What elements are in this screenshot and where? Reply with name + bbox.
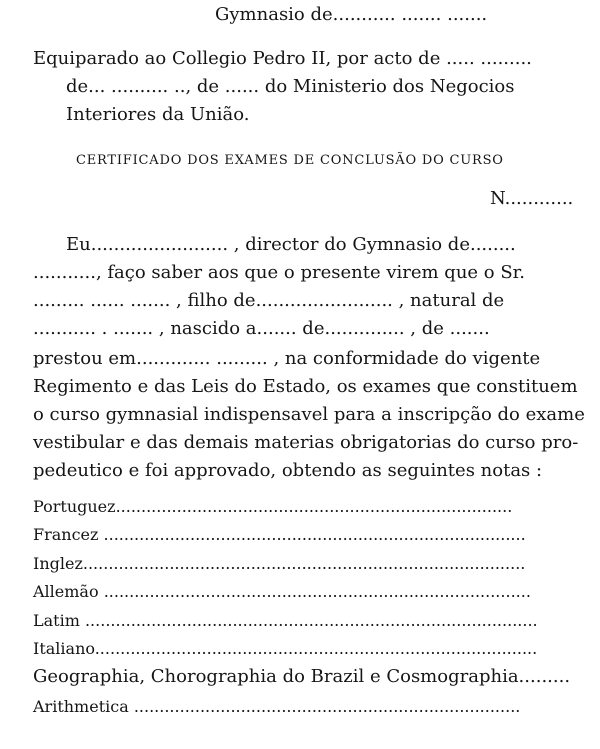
body-line-1: Eu........................ , director do Gymnasio de........ bbox=[66, 234, 516, 255]
body-line-6: Regimento e das Leis do Estado, os exames que constituem bbox=[33, 376, 578, 397]
subject-allemao: Allemão .................................................................................... bbox=[33, 582, 531, 601]
subject-portuguez: Portuguez.............................................................................. bbox=[33, 497, 513, 516]
body-line-9: pedeutico e foi approvado, obtendo as seguintes notas : bbox=[33, 460, 543, 481]
body-line-3: ......... ...... ....... , filho de........................ , natural de bbox=[33, 290, 505, 311]
body-line-2: ..........., faço saber aos que o presente virem que o Sr. bbox=[33, 262, 526, 283]
subject-inglez: Inglez....................................................................................... bbox=[33, 554, 526, 573]
body-line-7: o curso gymnasial indispensavel para a inscripção do exame bbox=[33, 404, 585, 425]
certificate-heading: CERTIFICADO DOS EXAMES DE CONCLUSÃO DO CURSO bbox=[76, 153, 504, 168]
body-line-8: vestibular e das demais materias obrigatorias do curso pro- bbox=[33, 432, 579, 453]
subject-francez: Francez ................................................................................... bbox=[33, 525, 526, 544]
gymnasio-header: Gymnasio de........... ....... ....... bbox=[215, 4, 488, 25]
body-line-5: prestou em............. ......... , na conformidade do vigente bbox=[33, 348, 541, 369]
subject-italiano: Italiano....................................................................................... bbox=[33, 639, 538, 658]
subject-geographia: Geographia, Chorographia do Brazil e Cosmographia......... bbox=[33, 666, 571, 687]
subject-arithmetica: Arithmetica ............................................................................ bbox=[33, 697, 521, 716]
body-line-4: ........... . ....... , nascido a....... de.............. , de ....... bbox=[33, 318, 490, 339]
equiparado-line-2: de... .......... .., de ...... do Ministerio dos Negocios bbox=[66, 76, 515, 97]
equiparado-line-3: Interiores da União. bbox=[66, 104, 250, 125]
equiparado-line-1: Equiparado ao Collegio Pedro II, por acto de ..... ......... bbox=[33, 48, 532, 69]
number-field: N............ bbox=[490, 188, 574, 209]
subject-latim: Latim ......................................................................................... bbox=[33, 611, 538, 630]
